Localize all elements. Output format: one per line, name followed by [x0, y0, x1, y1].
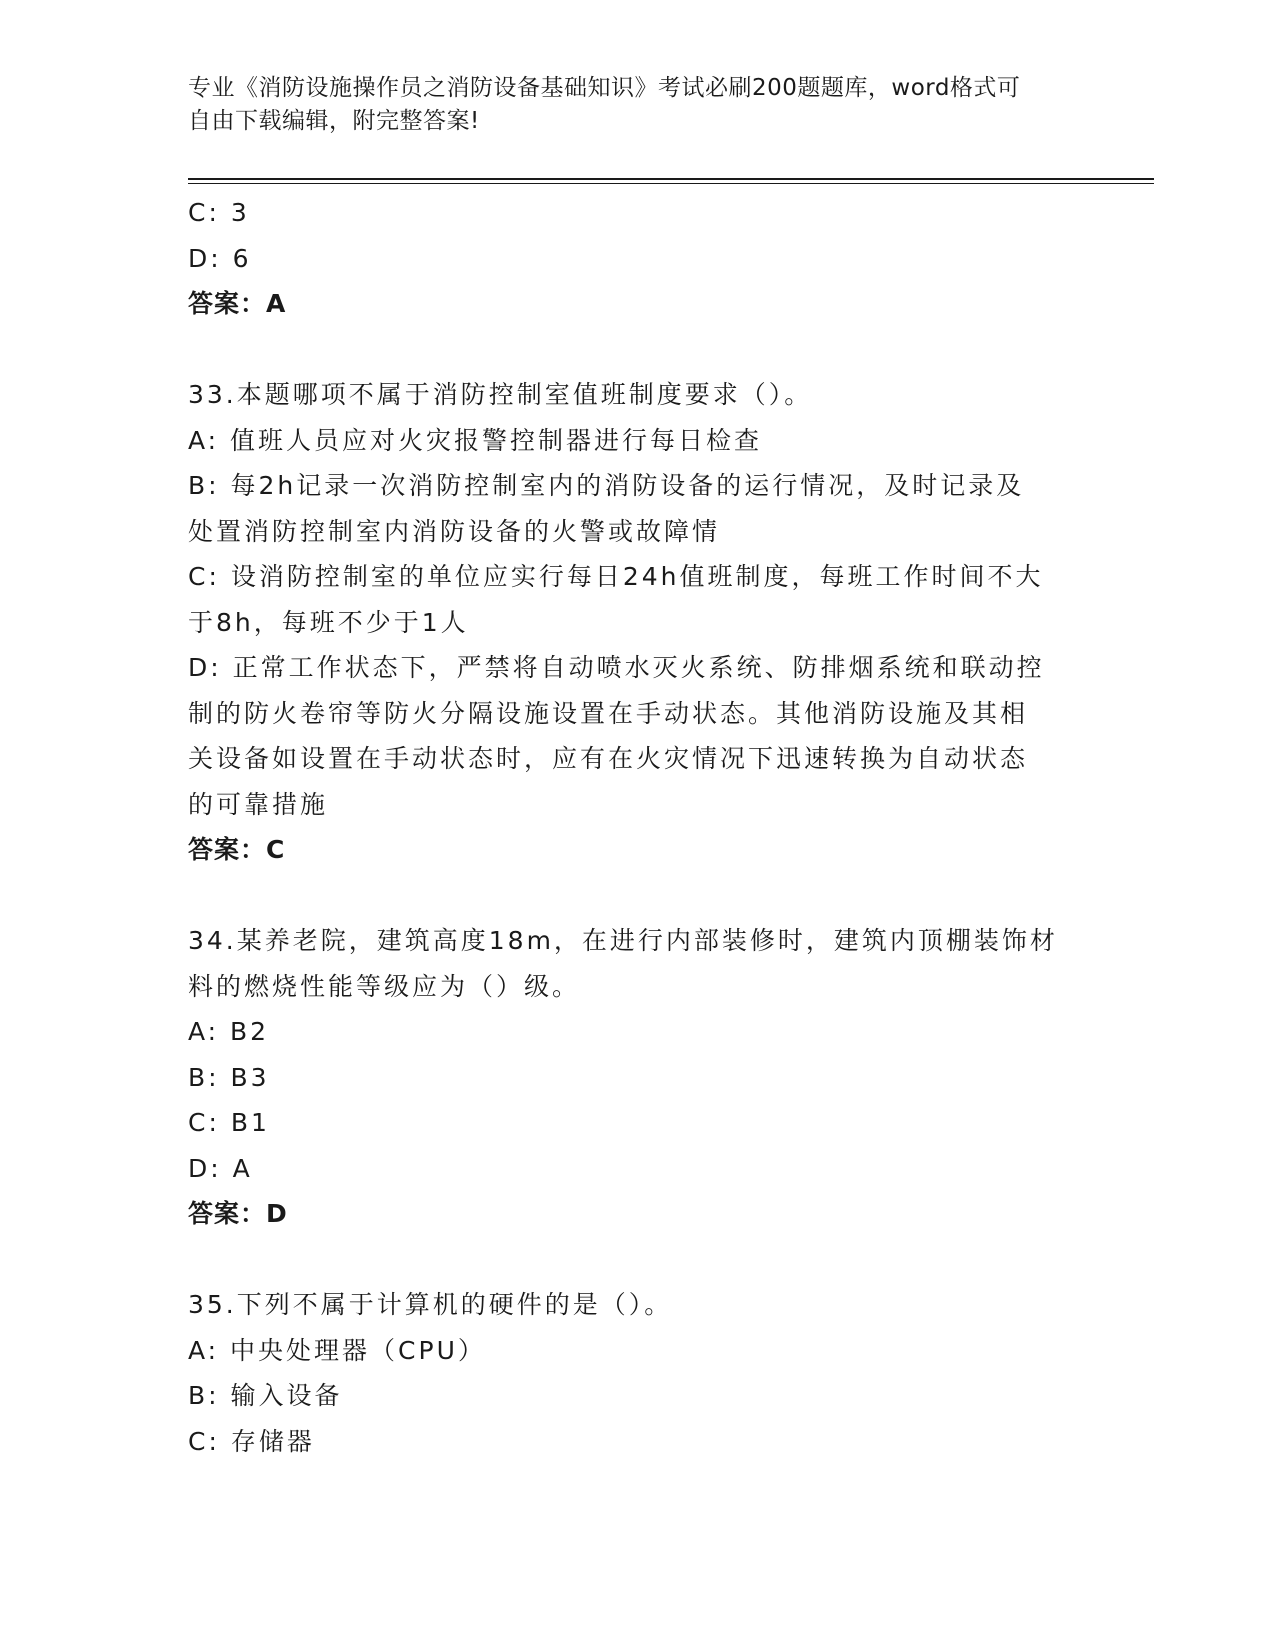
question-stem: 35.下列不属于计算机的硬件的是（）。 — [188, 1290, 673, 1319]
option-c: C: 存储器 — [188, 1426, 315, 1456]
option-b-line-2: 处置消防控制室内消防设备的火警或故障情 — [188, 516, 721, 546]
option-d: D: 6 — [188, 243, 252, 273]
header-title-line-2: 自由下载编辑，附完整答案! — [188, 108, 480, 134]
question-stem-line-1: 34.某养老院，建筑高度18m，在进行内部装修时，建筑内顶棚装饰材 — [188, 926, 1058, 955]
question-33 — [188, 372, 1068, 873]
question-list — [188, 190, 1068, 1464]
option-d: D: A — [188, 1153, 253, 1183]
answer-label: 答案：C — [188, 835, 286, 864]
answer-label: 答案：A — [188, 289, 287, 318]
option-a: A: B2 — [188, 1017, 270, 1046]
question-34 — [188, 918, 1068, 1237]
option-d-line-4: 的可靠措施 — [188, 789, 329, 819]
answer-label: 答案：D — [188, 1199, 288, 1228]
spacer — [188, 873, 1068, 919]
option-a: A: 值班人员应对火灾报警控制器进行每日检查 — [188, 425, 763, 455]
question-32-tail — [188, 190, 1068, 327]
header-title-line-1: 专业《消防设施操作员之消防设备基础知识》考试必刷200题题库，word格式可 — [188, 75, 1021, 101]
option-c-line-2: 于8h，每班不少于1人 — [188, 607, 469, 637]
option-a: A: 中央处理器（CPU） — [188, 1335, 486, 1365]
option-d-line-1: D: 正常工作状态下，严禁将自动喷水灭火系统、防排烟系统和联动控 — [188, 653, 1045, 682]
question-35 — [188, 1282, 1068, 1464]
option-d-line-3: 关设备如设置在手动状态时，应有在火灾情况下迅速转换为自动状态 — [188, 744, 1029, 773]
option-b: B: 输入设备 — [188, 1381, 343, 1410]
question-stem-line-2: 料的燃烧性能等级应为（）级。 — [188, 971, 581, 1001]
header-divider-thick — [188, 178, 1154, 180]
header-divider-thin — [188, 183, 1154, 184]
spacer — [188, 327, 1068, 373]
option-b: B: B3 — [188, 1062, 270, 1092]
document-header — [188, 72, 1068, 138]
option-b-line-1: B: 每2h记录一次消防控制室内的消防设备的运行情况，及时记录及 — [188, 471, 1025, 500]
option-d-line-2: 制的防火卷帘等防火分隔设施设置在手动状态。其他消防设施及其相 — [188, 698, 1029, 728]
option-c: C: B1 — [188, 1108, 270, 1137]
spacer — [188, 1237, 1068, 1283]
question-stem: 33.本题哪项不属于消防控制室值班制度要求（）。 — [188, 380, 813, 409]
option-c-line-1: C: 设消防控制室的单位应实行每日24h值班制度，每班工作时间不大 — [188, 562, 1044, 591]
option-c: C: 3 — [188, 198, 250, 227]
